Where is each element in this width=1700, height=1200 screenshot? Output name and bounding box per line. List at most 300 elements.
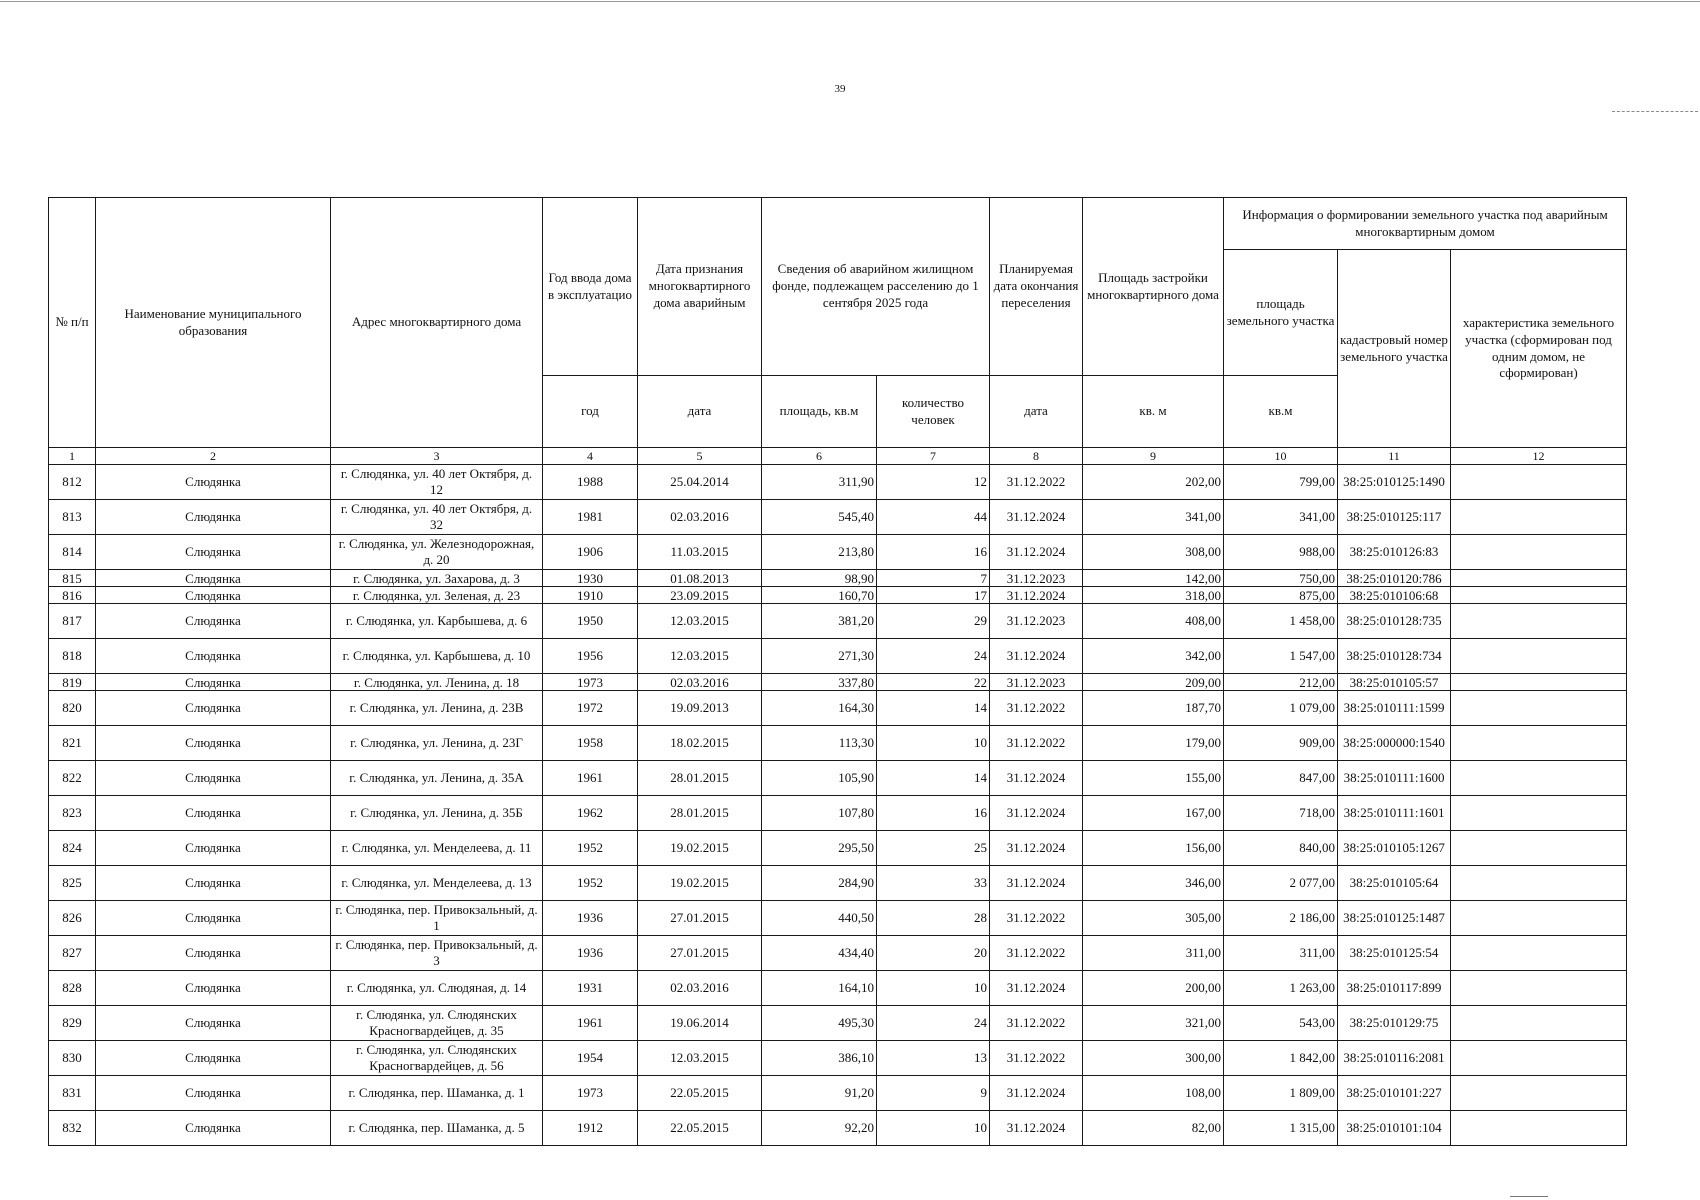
row-number-cell: 830	[49, 1041, 96, 1076]
row-number-cell: 823	[49, 796, 96, 831]
header-address: Адрес многоквартирного дома	[331, 198, 543, 448]
cadastral-number-cell: 38:25:010111:1600	[1338, 761, 1451, 796]
unit-emergency-date: дата	[638, 376, 762, 448]
recognized-date-cell: 19.02.2015	[638, 831, 762, 866]
column-number: 4	[543, 448, 638, 465]
row-number-cell: 812	[49, 465, 96, 500]
cadastral-number-cell: 38:25:010129:75	[1338, 1006, 1451, 1041]
address-cell: г. Слюдянка, ул. Зеленая, д. 23	[331, 587, 543, 604]
year-built-cell: 1973	[543, 1076, 638, 1111]
land-area-cell: 750,00	[1224, 570, 1338, 587]
land-area-cell: 1 809,00	[1224, 1076, 1338, 1111]
land-status-cell	[1451, 936, 1627, 971]
emergency-area-cell: 92,20	[762, 1111, 877, 1146]
land-area-cell: 718,00	[1224, 796, 1338, 831]
built-area-cell: 408,00	[1083, 604, 1224, 639]
address-cell: г. Слюдянка, ул. Ленина, д. 23В	[331, 691, 543, 726]
cadastral-number-cell: 38:25:010126:83	[1338, 535, 1451, 570]
recognized-date-cell: 01.08.2013	[638, 570, 762, 587]
built-area-cell: 142,00	[1083, 570, 1224, 587]
emergency-area-cell: 495,30	[762, 1006, 877, 1041]
planned-date-cell: 31.12.2022	[990, 465, 1083, 500]
unit-year: год	[543, 376, 638, 448]
built-area-cell: 318,00	[1083, 587, 1224, 604]
recognized-date-cell: 27.01.2015	[638, 936, 762, 971]
header-built-area: Площадь застройки многоквартирного дома	[1083, 198, 1224, 376]
land-area-cell: 1 263,00	[1224, 971, 1338, 1006]
year-built-cell: 1958	[543, 726, 638, 761]
planned-date-cell: 31.12.2024	[990, 1111, 1083, 1146]
row-number-cell: 815	[49, 570, 96, 587]
municipality-cell: Слюдянка	[96, 831, 331, 866]
cadastral-number-cell: 38:25:010125:54	[1338, 936, 1451, 971]
recognized-date-cell: 28.01.2015	[638, 761, 762, 796]
planned-date-cell: 31.12.2024	[990, 535, 1083, 570]
residents-count-cell: 10	[877, 971, 990, 1006]
year-built-cell: 1961	[543, 1006, 638, 1041]
planned-date-cell: 31.12.2024	[990, 761, 1083, 796]
row-number-cell: 829	[49, 1006, 96, 1041]
municipality-cell: Слюдянка	[96, 761, 331, 796]
table-row	[49, 639, 1627, 674]
cadastral-number-cell: 38:25:010128:734	[1338, 639, 1451, 674]
built-area-cell: 300,00	[1083, 1041, 1224, 1076]
table-row	[49, 761, 1627, 796]
address-cell: г. Слюдянка, ул. Ленина, д. 35Б	[331, 796, 543, 831]
municipality-cell: Слюдянка	[96, 465, 331, 500]
municipality-cell: Слюдянка	[96, 1111, 331, 1146]
planned-date-cell: 31.12.2024	[990, 971, 1083, 1006]
address-cell: г. Слюдянка, ул. Слюдяная, д. 14	[331, 971, 543, 1006]
land-status-cell	[1451, 866, 1627, 901]
table-row	[49, 1076, 1627, 1111]
header-planned-date: Планируемая дата окончания переселения	[990, 198, 1083, 376]
land-status-cell	[1451, 831, 1627, 866]
residents-count-cell: 10	[877, 726, 990, 761]
cadastral-number-cell: 38:25:010128:735	[1338, 604, 1451, 639]
address-cell: г. Слюдянка, пер. Шаманка, д. 5	[331, 1111, 543, 1146]
municipality-cell: Слюдянка	[96, 639, 331, 674]
header-emergency-date: Дата признания многоквартирного дома аварийным	[638, 198, 762, 376]
emergency-area-cell: 113,30	[762, 726, 877, 761]
cadastral-number-cell: 38:25:010106:68	[1338, 587, 1451, 604]
header-land-status: характеристика земельного участка (сформирован под одним домом, не сформирован)	[1451, 250, 1627, 448]
land-area-cell: 1 079,00	[1224, 691, 1338, 726]
year-built-cell: 1961	[543, 761, 638, 796]
residents-count-cell: 14	[877, 691, 990, 726]
municipality-cell: Слюдянка	[96, 726, 331, 761]
municipality-cell: Слюдянка	[96, 691, 331, 726]
residents-count-cell: 12	[877, 465, 990, 500]
land-area-cell: 2 077,00	[1224, 866, 1338, 901]
emergency-area-cell: 164,30	[762, 691, 877, 726]
recognized-date-cell: 28.01.2015	[638, 796, 762, 831]
column-number: 5	[638, 448, 762, 465]
built-area-cell: 305,00	[1083, 901, 1224, 936]
land-area-cell: 2 186,00	[1224, 901, 1338, 936]
table-row	[49, 1006, 1627, 1041]
planned-date-cell: 31.12.2022	[990, 691, 1083, 726]
municipality-cell: Слюдянка	[96, 500, 331, 535]
municipality-cell: Слюдянка	[96, 604, 331, 639]
emergency-area-cell: 107,80	[762, 796, 877, 831]
residents-count-cell: 33	[877, 866, 990, 901]
land-area-cell: 311,00	[1224, 936, 1338, 971]
unit-people: количество человек	[877, 376, 990, 448]
row-number-cell: 831	[49, 1076, 96, 1111]
land-area-cell: 875,00	[1224, 587, 1338, 604]
land-area-cell: 909,00	[1224, 726, 1338, 761]
emergency-area-cell: 295,50	[762, 831, 877, 866]
land-status-cell	[1451, 796, 1627, 831]
year-built-cell: 1936	[543, 901, 638, 936]
municipality-cell: Слюдянка	[96, 866, 331, 901]
built-area-cell: 200,00	[1083, 971, 1224, 1006]
emergency-area-cell: 386,10	[762, 1041, 877, 1076]
planned-date-cell: 31.12.2024	[990, 639, 1083, 674]
residents-count-cell: 14	[877, 761, 990, 796]
land-area-cell: 1 458,00	[1224, 604, 1338, 639]
residents-count-cell: 29	[877, 604, 990, 639]
address-cell: г. Слюдянка, ул. Слюдянских Красногвардейцев, д. 35	[331, 1006, 543, 1041]
municipality-cell: Слюдянка	[96, 1006, 331, 1041]
residents-count-cell: 17	[877, 587, 990, 604]
unit-built-area: кв. м	[1083, 376, 1224, 448]
planned-date-cell: 31.12.2024	[990, 587, 1083, 604]
planned-date-cell: 31.12.2022	[990, 1006, 1083, 1041]
year-built-cell: 1988	[543, 465, 638, 500]
address-cell: г. Слюдянка, ул. Менделеева, д. 13	[331, 866, 543, 901]
planned-date-cell: 31.12.2023	[990, 604, 1083, 639]
built-area-cell: 167,00	[1083, 796, 1224, 831]
land-status-cell	[1451, 1006, 1627, 1041]
recognized-date-cell: 19.06.2014	[638, 1006, 762, 1041]
address-cell: г. Слюдянка, ул. Слюдянских Красногвардейцев, д. 56	[331, 1041, 543, 1076]
table-row	[49, 831, 1627, 866]
built-area-cell: 179,00	[1083, 726, 1224, 761]
recognized-date-cell: 11.03.2015	[638, 535, 762, 570]
year-built-cell: 1952	[543, 831, 638, 866]
recognized-date-cell: 02.03.2016	[638, 674, 762, 691]
residents-count-cell: 44	[877, 500, 990, 535]
built-area-cell: 311,00	[1083, 936, 1224, 971]
table-row	[49, 796, 1627, 831]
column-number: 8	[990, 448, 1083, 465]
land-status-cell	[1451, 500, 1627, 535]
recognized-date-cell: 18.02.2015	[638, 726, 762, 761]
year-built-cell: 1973	[543, 674, 638, 691]
land-status-cell	[1451, 726, 1627, 761]
table-row	[49, 866, 1627, 901]
municipality-cell: Слюдянка	[96, 570, 331, 587]
scan-artifact-dashes	[1612, 111, 1698, 112]
planned-date-cell: 31.12.2024	[990, 866, 1083, 901]
address-cell: г. Слюдянка, ул. Менделеева, д. 11	[331, 831, 543, 866]
address-cell: г. Слюдянка, пер. Привокзальный, д. 1	[331, 901, 543, 936]
cadastral-number-cell: 38:25:010125:1487	[1338, 901, 1451, 936]
unit-area: площадь, кв.м	[762, 376, 877, 448]
cadastral-number-cell: 38:25:010105:1267	[1338, 831, 1451, 866]
land-status-cell	[1451, 535, 1627, 570]
residents-count-cell: 16	[877, 796, 990, 831]
table-row	[49, 901, 1627, 936]
emergency-area-cell: 311,90	[762, 465, 877, 500]
planned-date-cell: 31.12.2024	[990, 500, 1083, 535]
address-cell: г. Слюдянка, ул. Железнодорожная, д. 20	[331, 535, 543, 570]
residents-count-cell: 22	[877, 674, 990, 691]
cadastral-number-cell: 38:25:010101:104	[1338, 1111, 1451, 1146]
row-number-cell: 820	[49, 691, 96, 726]
residents-count-cell: 9	[877, 1076, 990, 1111]
table-row	[49, 465, 1627, 500]
row-number-cell: 818	[49, 639, 96, 674]
emergency-area-cell: 434,40	[762, 936, 877, 971]
row-number-cell: 827	[49, 936, 96, 971]
row-number-cell: 824	[49, 831, 96, 866]
table-row	[49, 971, 1627, 1006]
land-status-cell	[1451, 761, 1627, 796]
table-row	[49, 587, 1627, 604]
year-built-cell: 1912	[543, 1111, 638, 1146]
scan-edge-line	[0, 1, 1700, 2]
row-number-cell: 826	[49, 901, 96, 936]
address-cell: г. Слюдянка, ул. Карбышева, д. 6	[331, 604, 543, 639]
residents-count-cell: 13	[877, 1041, 990, 1076]
emergency-area-cell: 381,20	[762, 604, 877, 639]
unit-land-area: кв.м	[1224, 376, 1338, 448]
cadastral-number-cell: 38:25:010116:2081	[1338, 1041, 1451, 1076]
recognized-date-cell: 23.09.2015	[638, 587, 762, 604]
land-area-cell: 988,00	[1224, 535, 1338, 570]
land-area-cell: 799,00	[1224, 465, 1338, 500]
column-number: 10	[1224, 448, 1338, 465]
address-cell: г. Слюдянка, ул. Ленина, д. 35А	[331, 761, 543, 796]
planned-date-cell: 31.12.2022	[990, 726, 1083, 761]
municipality-cell: Слюдянка	[96, 674, 331, 691]
cadastral-number-cell: 38:25:010105:57	[1338, 674, 1451, 691]
year-built-cell: 1931	[543, 971, 638, 1006]
planned-date-cell: 31.12.2024	[990, 1076, 1083, 1111]
land-area-cell: 543,00	[1224, 1006, 1338, 1041]
unit-planned-date: дата	[990, 376, 1083, 448]
recognized-date-cell: 12.03.2015	[638, 1041, 762, 1076]
cadastral-number-cell: 38:25:010120:786	[1338, 570, 1451, 587]
recognized-date-cell: 25.04.2014	[638, 465, 762, 500]
land-status-cell	[1451, 604, 1627, 639]
table-row	[49, 570, 1627, 587]
residents-count-cell: 24	[877, 1006, 990, 1041]
row-number-cell: 832	[49, 1111, 96, 1146]
built-area-cell: 108,00	[1083, 1076, 1224, 1111]
row-number-cell: 814	[49, 535, 96, 570]
cadastral-number-cell: 38:25:010125:1490	[1338, 465, 1451, 500]
land-status-cell	[1451, 674, 1627, 691]
planned-date-cell: 31.12.2022	[990, 1041, 1083, 1076]
land-area-cell: 840,00	[1224, 831, 1338, 866]
column-number: 1	[49, 448, 96, 465]
column-number: 7	[877, 448, 990, 465]
land-status-cell	[1451, 1041, 1627, 1076]
built-area-cell: 346,00	[1083, 866, 1224, 901]
municipality-cell: Слюдянка	[96, 796, 331, 831]
row-number-cell: 816	[49, 587, 96, 604]
land-area-cell: 1 842,00	[1224, 1041, 1338, 1076]
address-cell: г. Слюдянка, пер. Шаманка, д. 1	[331, 1076, 543, 1111]
address-cell: г. Слюдянка, ул. Ленина, д. 18	[331, 674, 543, 691]
land-status-cell	[1451, 465, 1627, 500]
emergency-area-cell: 91,20	[762, 1076, 877, 1111]
municipality-cell: Слюдянка	[96, 587, 331, 604]
table-header	[49, 198, 1627, 465]
cadastral-number-cell: 38:25:010125:117	[1338, 500, 1451, 535]
year-built-cell: 1954	[543, 1041, 638, 1076]
address-cell: г. Слюдянка, ул. Карбышева, д. 10	[331, 639, 543, 674]
emergency-area-cell: 164,10	[762, 971, 877, 1006]
column-numbers-row	[49, 448, 1627, 465]
planned-date-cell: 31.12.2022	[990, 901, 1083, 936]
address-cell: г. Слюдянка, ул. Ленина, д. 23Г	[331, 726, 543, 761]
recognized-date-cell: 12.03.2015	[638, 639, 762, 674]
cadastral-number-cell: 38:25:010105:64	[1338, 866, 1451, 901]
cadastral-number-cell: 38:25:000000:1540	[1338, 726, 1451, 761]
page-number: 39	[834, 83, 846, 95]
planned-date-cell: 31.12.2023	[990, 570, 1083, 587]
table-row	[49, 726, 1627, 761]
built-area-cell: 187,70	[1083, 691, 1224, 726]
year-built-cell: 1972	[543, 691, 638, 726]
residents-count-cell: 24	[877, 639, 990, 674]
built-area-cell: 82,00	[1083, 1111, 1224, 1146]
year-built-cell: 1952	[543, 866, 638, 901]
planned-date-cell: 31.12.2022	[990, 936, 1083, 971]
emergency-area-cell: 105,90	[762, 761, 877, 796]
header-cadastral-number: кадастровый номер земельного участка	[1338, 250, 1451, 448]
emergency-housing-table	[48, 197, 1627, 1146]
header-row-number: № п/п	[49, 198, 96, 448]
emergency-area-cell: 337,80	[762, 674, 877, 691]
built-area-cell: 209,00	[1083, 674, 1224, 691]
column-number: 9	[1083, 448, 1224, 465]
built-area-cell: 202,00	[1083, 465, 1224, 500]
scan-artifact-line	[1510, 1196, 1548, 1197]
municipality-cell: Слюдянка	[96, 936, 331, 971]
land-status-cell	[1451, 971, 1627, 1006]
address-cell: г. Слюдянка, ул. 40 лет Октября, д. 12	[331, 465, 543, 500]
land-status-cell	[1451, 570, 1627, 587]
row-number-cell: 813	[49, 500, 96, 535]
header-municipality: Наименование муниципального образования	[96, 198, 331, 448]
recognized-date-cell: 12.03.2015	[638, 604, 762, 639]
land-status-cell	[1451, 639, 1627, 674]
header-land-area: площадь земельного участка	[1224, 250, 1338, 376]
recognized-date-cell: 19.02.2015	[638, 866, 762, 901]
table-row	[49, 604, 1627, 639]
row-number-cell: 828	[49, 971, 96, 1006]
municipality-cell: Слюдянка	[96, 1076, 331, 1111]
header-year-built: Год ввода дома в эксплуатацио	[543, 198, 638, 376]
row-number-cell: 817	[49, 604, 96, 639]
table-row	[49, 1041, 1627, 1076]
municipality-cell: Слюдянка	[96, 1041, 331, 1076]
column-number: 6	[762, 448, 877, 465]
land-status-cell	[1451, 691, 1627, 726]
row-number-cell: 825	[49, 866, 96, 901]
table-row	[49, 535, 1627, 570]
emergency-area-cell: 160,70	[762, 587, 877, 604]
planned-date-cell: 31.12.2024	[990, 831, 1083, 866]
built-area-cell: 342,00	[1083, 639, 1224, 674]
column-number: 12	[1451, 448, 1627, 465]
row-number-cell: 822	[49, 761, 96, 796]
address-cell: г. Слюдянка, пер. Привокзальный, д. 3	[331, 936, 543, 971]
table-row	[49, 1111, 1627, 1146]
header-land-info: Информация о формировании земельного участка под аварийным многоквартирным домом	[1224, 198, 1627, 250]
land-status-cell	[1451, 1111, 1627, 1146]
emergency-area-cell: 271,30	[762, 639, 877, 674]
residents-count-cell: 7	[877, 570, 990, 587]
row-number-cell: 821	[49, 726, 96, 761]
column-number: 2	[96, 448, 331, 465]
recognized-date-cell: 22.05.2015	[638, 1111, 762, 1146]
planned-date-cell: 31.12.2023	[990, 674, 1083, 691]
emergency-area-cell: 98,90	[762, 570, 877, 587]
year-built-cell: 1906	[543, 535, 638, 570]
built-area-cell: 308,00	[1083, 535, 1224, 570]
built-area-cell: 321,00	[1083, 1006, 1224, 1041]
table-row	[49, 500, 1627, 535]
municipality-cell: Слюдянка	[96, 535, 331, 570]
emergency-area-cell: 440,50	[762, 901, 877, 936]
column-number: 3	[331, 448, 543, 465]
land-status-cell	[1451, 901, 1627, 936]
table-row	[49, 936, 1627, 971]
table-body	[49, 465, 1627, 1146]
residents-count-cell: 20	[877, 936, 990, 971]
built-area-cell: 156,00	[1083, 831, 1224, 866]
row-number-cell: 819	[49, 674, 96, 691]
recognized-date-cell: 22.05.2015	[638, 1076, 762, 1111]
land-area-cell: 847,00	[1224, 761, 1338, 796]
header-row	[49, 198, 1627, 250]
emergency-area-cell: 213,80	[762, 535, 877, 570]
year-built-cell: 1930	[543, 570, 638, 587]
emergency-area-cell: 545,40	[762, 500, 877, 535]
land-area-cell: 1 315,00	[1224, 1111, 1338, 1146]
land-area-cell: 212,00	[1224, 674, 1338, 691]
recognized-date-cell: 02.03.2016	[638, 971, 762, 1006]
residents-count-cell: 25	[877, 831, 990, 866]
residents-count-cell: 16	[877, 535, 990, 570]
built-area-cell: 155,00	[1083, 761, 1224, 796]
header-emergency-fund: Сведения об аварийном жилищном фонде, подлежащем расселению до 1 сентября 2025 года	[762, 198, 990, 376]
land-status-cell	[1451, 1076, 1627, 1111]
planned-date-cell: 31.12.2024	[990, 796, 1083, 831]
built-area-cell: 341,00	[1083, 500, 1224, 535]
land-area-cell: 341,00	[1224, 500, 1338, 535]
table-row	[49, 691, 1627, 726]
cadastral-number-cell: 38:25:010111:1599	[1338, 691, 1451, 726]
table-row	[49, 674, 1627, 691]
year-built-cell: 1936	[543, 936, 638, 971]
recognized-date-cell: 27.01.2015	[638, 901, 762, 936]
year-built-cell: 1981	[543, 500, 638, 535]
residents-count-cell: 10	[877, 1111, 990, 1146]
year-built-cell: 1950	[543, 604, 638, 639]
year-built-cell: 1910	[543, 587, 638, 604]
year-built-cell: 1956	[543, 639, 638, 674]
residents-count-cell: 28	[877, 901, 990, 936]
cadastral-number-cell: 38:25:010111:1601	[1338, 796, 1451, 831]
